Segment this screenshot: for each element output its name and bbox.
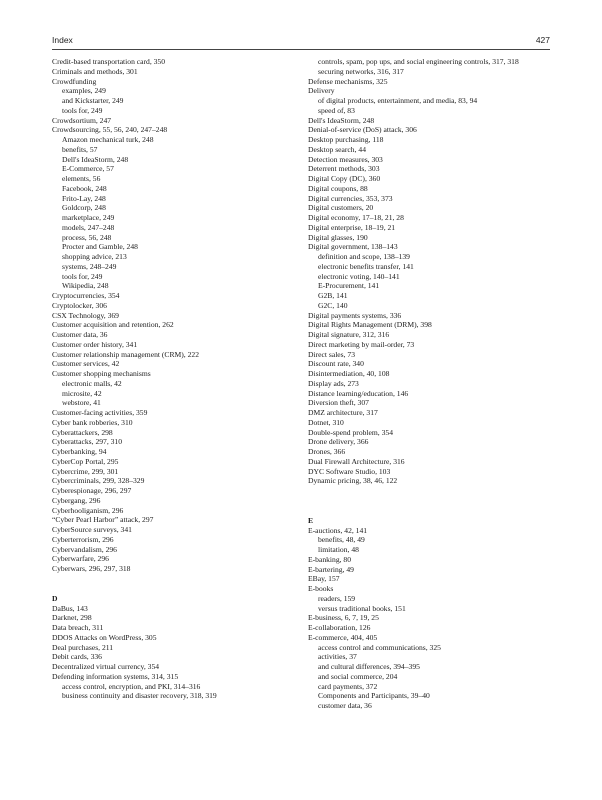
index-entry: Digital Copy (DC), 360 bbox=[308, 174, 381, 183]
index-entry: Credit-based transportation card, 350 bbox=[52, 57, 166, 66]
index-subentry: Frito-Lay, 248 bbox=[62, 193, 106, 203]
index-entry: Direct marketing by mail-order, 73 bbox=[308, 339, 415, 349]
index-subentry: models, 247–248 bbox=[62, 222, 115, 232]
index-entry: Customer acquisition and retention, 262 bbox=[52, 320, 174, 330]
index-subentry: elements, 56 bbox=[62, 174, 101, 183]
index-entry: Cyberattackers, 298 bbox=[52, 427, 113, 437]
index-entry: Diversion theft, 307 bbox=[308, 398, 369, 408]
index-entry: Denial-of-service (DoS) attack, 306 bbox=[308, 125, 417, 135]
index-entry: CyberCop Portal, 295 bbox=[52, 456, 119, 466]
index-entry: E-bartering, 49 bbox=[308, 564, 354, 574]
index-subentry: and social commerce, 204 bbox=[318, 671, 398, 681]
index-entry: Customer data, 36 bbox=[52, 330, 108, 339]
index-entry: Digital payments systems, 336 bbox=[308, 310, 402, 320]
index-entry: DMZ architecture, 317 bbox=[308, 408, 378, 417]
index-entry: Drone delivery, 366 bbox=[308, 437, 369, 447]
index-entry: Customer shopping mechanisms bbox=[52, 369, 151, 378]
index-subentry: benefits, 57 bbox=[62, 144, 98, 154]
index-subentry: G2B, 141 bbox=[318, 291, 348, 300]
index-entry: Discount rate, 340 bbox=[308, 359, 364, 369]
index-entry: Double-spend problem, 354 bbox=[308, 427, 393, 437]
index-column-right bbox=[308, 57, 553, 711]
index-column-left bbox=[52, 57, 302, 701]
index-subentry: benefits, 48, 49 bbox=[318, 535, 365, 545]
index-subentry: Amazon mechanical turk, 248 bbox=[62, 135, 154, 144]
index-entry: Cyberhooliganism, 296 bbox=[52, 505, 124, 515]
index-entry: Cyberattacks, 297, 310 bbox=[52, 437, 123, 447]
index-subentry: Facebook, 248 bbox=[62, 183, 107, 193]
index-entry: “Cyber Pearl Harbor” attack, 297 bbox=[52, 515, 154, 525]
index-subentry: electronic malls, 42 bbox=[62, 378, 122, 388]
index-entry: Desktop search, 44 bbox=[308, 144, 366, 154]
index-entry: Cybervandalism, 296 bbox=[52, 544, 117, 554]
index-entry: Customer order history, 341 bbox=[52, 339, 138, 349]
index-entry: Digital enterprise, 18–19, 21 bbox=[308, 222, 396, 232]
index-subentry: definition and scope, 138–139 bbox=[318, 252, 410, 261]
index-subentry: marketplace, 249 bbox=[62, 213, 115, 222]
index-subentry: Components and Participants, 39–40 bbox=[318, 691, 430, 701]
index-entry: Dell's IdeaStorm, 248 bbox=[308, 115, 375, 125]
index-entry: E-banking, 80 bbox=[308, 554, 352, 564]
index-entry: E-auctions, 42, 141 bbox=[308, 525, 368, 535]
index-entry: CSX Technology, 369 bbox=[52, 310, 119, 320]
index-entry: Digital economy, 17–18, 21, 28 bbox=[308, 213, 404, 222]
index-subentry: and Kickstarter, 249 bbox=[62, 96, 124, 105]
index-entry: Digital coupons, 88 bbox=[308, 183, 368, 193]
index-subentry: G2C, 140 bbox=[318, 300, 348, 310]
index-entry: Cybergang, 296 bbox=[52, 495, 101, 505]
index-entry: Direct sales, 73 bbox=[308, 349, 356, 359]
index-subentry: shopping advice, 213 bbox=[62, 252, 127, 261]
index-letter-heading: E bbox=[308, 515, 314, 525]
index-entry: Digital customers, 20 bbox=[308, 203, 374, 213]
index-entry: Desktop purchasing, 118 bbox=[308, 135, 384, 144]
index-subentry: electronic voting, 140–141 bbox=[318, 271, 400, 281]
index-entry: Drones, 366 bbox=[308, 447, 346, 456]
index-subentry: E-Commerce, 57 bbox=[62, 164, 114, 174]
index-subentry: tools for, 249 bbox=[62, 105, 103, 115]
index-entry: Cryptolocker, 306 bbox=[52, 300, 107, 310]
index-subentry: microsite, 42 bbox=[62, 388, 102, 398]
index-subentry: speed of, 83 bbox=[318, 105, 355, 115]
index-entry: EBay, 157 bbox=[308, 574, 340, 584]
index-entry: E-commerce, 404, 405 bbox=[308, 632, 378, 642]
index-entry: Dynamic pricing, 38, 46, 122 bbox=[308, 476, 398, 486]
index-entry: DDOS Attacks on WordPress, 305 bbox=[52, 632, 157, 642]
index-subentry: card payments, 372 bbox=[318, 681, 378, 691]
index-entry: Cyberterrorism, 296 bbox=[52, 534, 114, 544]
index-entry: Distance learning/education, 146 bbox=[308, 388, 409, 398]
index-entry: Digital government, 138–143 bbox=[308, 242, 398, 252]
index-entry: Defense mechanisms, 325 bbox=[308, 76, 388, 86]
index-entry: CyberSource surveys, 341 bbox=[52, 525, 132, 534]
section-spacer bbox=[308, 486, 553, 506]
index-entry: Disintermediation, 40, 108 bbox=[308, 369, 390, 378]
index-entry: Crowdsortium, 247 bbox=[52, 115, 112, 125]
index-entry: Data breach, 311 bbox=[52, 623, 104, 632]
index-subentry: Goldcorp, 248 bbox=[62, 203, 106, 213]
page-number: 427 bbox=[535, 35, 550, 45]
index-entry: Debit cards, 336 bbox=[52, 652, 102, 662]
index-entry: Cybercrime, 299, 301 bbox=[52, 466, 119, 476]
index-entry: Decentralized virtual currency, 354 bbox=[52, 662, 160, 671]
section-spacer bbox=[52, 574, 302, 594]
section-spacer bbox=[308, 506, 553, 516]
index-subentry: Wikipedia, 248 bbox=[62, 281, 109, 291]
index-subentry: and cultural differences, 394–395 bbox=[318, 662, 420, 671]
index-subentry: Procter and Gamble, 248 bbox=[62, 242, 138, 252]
running-header bbox=[52, 35, 550, 49]
index-subentry: tools for, 249 bbox=[62, 271, 103, 281]
index-entry: Crowdsourcing, 55, 56, 240, 247–248 bbox=[52, 125, 168, 135]
index-subentry: versus traditional books, 151 bbox=[318, 603, 406, 613]
index-entry: Defending information systems, 314, 315 bbox=[52, 671, 179, 681]
index-entry: E-business, 6, 7, 19, 25 bbox=[308, 613, 379, 623]
index-entry: E-books bbox=[308, 584, 334, 593]
index-entry: Darknet, 298 bbox=[52, 613, 92, 623]
index-entry: Display ads, 273 bbox=[308, 378, 359, 388]
index-subentry: Dell's IdeaStorm, 248 bbox=[62, 154, 129, 164]
index-entry: Detection measures, 303 bbox=[308, 154, 383, 164]
index-entry: Crowdfunding bbox=[52, 76, 97, 86]
index-entry: Deal purchases, 211 bbox=[52, 642, 114, 652]
index-entry: Digital signature, 312, 316 bbox=[308, 330, 390, 339]
header-rule bbox=[52, 49, 550, 50]
index-subentry: of digital products, entertainment, and media, 83, 94 bbox=[318, 96, 478, 105]
index-letter-heading: D bbox=[52, 593, 58, 603]
index-subentry: limitation, 48 bbox=[318, 545, 359, 554]
index-subentry: controls, spam, pop ups, and social engineering controls, 317, 318 bbox=[318, 57, 519, 66]
index-entry: Cyberbanking, 94 bbox=[52, 447, 107, 456]
index-entry: DYC Software Studio, 103 bbox=[308, 466, 391, 476]
index-entry: Digital glasses, 190 bbox=[308, 232, 368, 242]
index-entry: Dual Firewall Architecture, 316 bbox=[308, 456, 405, 466]
index-subentry: customer data, 36 bbox=[318, 701, 372, 710]
index-entry: Customer services, 42 bbox=[52, 359, 120, 369]
index-subentry: electronic benefits transfer, 141 bbox=[318, 261, 414, 271]
index-entry: Criminals and methods, 301 bbox=[52, 66, 138, 76]
index-subentry: access control and communications, 325 bbox=[318, 642, 441, 652]
index-entry: DaBus, 143 bbox=[52, 603, 88, 613]
index-subentry: readers, 159 bbox=[318, 593, 356, 603]
index-subentry: systems, 248–249 bbox=[62, 261, 117, 271]
index-subentry: examples, 249 bbox=[62, 86, 106, 96]
index-entry: Deterrent methods, 303 bbox=[308, 164, 380, 174]
index-entry: E-collaboration, 126 bbox=[308, 623, 371, 632]
index-entry: Cryptocurrencies, 354 bbox=[52, 291, 120, 300]
index-subentry: business continuity and disaster recovery, 318, 319 bbox=[62, 691, 217, 701]
index-entry: Cybercriminals, 299, 328–329 bbox=[52, 476, 145, 486]
index-subentry: E-Procurement, 141 bbox=[318, 281, 380, 291]
index-entry: Cyberespionage, 296, 297 bbox=[52, 486, 132, 495]
index-subentry: securing networks, 316, 317 bbox=[318, 66, 404, 76]
section-title: Index bbox=[52, 35, 73, 45]
index-subentry: webstore, 41 bbox=[62, 398, 101, 408]
index-entry: Digital Rights Management (DRM), 398 bbox=[308, 320, 432, 330]
index-entry: Customer relationship management (CRM), 222 bbox=[52, 349, 199, 359]
index-subentry: access control, encryption, and PKI, 314–316 bbox=[62, 681, 201, 691]
index-entry: Dotnet, 310 bbox=[308, 417, 344, 427]
index-subentry: process, 56, 248 bbox=[62, 232, 112, 242]
index-entry: Delivery bbox=[308, 86, 335, 96]
index-entry: Digital currencies, 353, 373 bbox=[308, 193, 393, 203]
index-entry: Cyberwars, 296, 297, 318 bbox=[52, 564, 131, 573]
index-entry: Customer-facing activities, 359 bbox=[52, 408, 148, 417]
index-subentry: activities, 37 bbox=[318, 652, 357, 662]
index-entry: Cyberwarfare, 296 bbox=[52, 554, 109, 564]
index-entry: Cyber bank robberies, 310 bbox=[52, 417, 133, 427]
